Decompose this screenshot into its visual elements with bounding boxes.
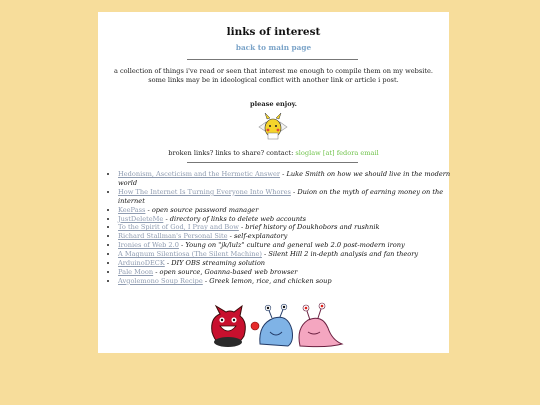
winged-pikachu-icon: [256, 113, 290, 141]
link-stallman[interactable]: Richard Stallman's Personal Site: [118, 232, 228, 241]
link-description: DIY OBS streaming solution: [171, 259, 266, 268]
red-ball-icon: [251, 322, 259, 330]
link-item: • KeePass - open source password manager: [118, 206, 454, 215]
blue-slug-icon: [260, 304, 293, 346]
contact-text: broken links? links to share? contact:: [168, 149, 294, 157]
divider-top: [187, 59, 358, 60]
links-list: [108, 170, 454, 286]
link-item: • How The Internet Is Turning Everyone Into Whores - Duion on the myth of earning money on the internet: [118, 188, 454, 206]
red-bat-icon: [212, 306, 246, 347]
link-magnum-silentiosa[interactable]: A Magnum Silentiosa (The Silent Machine): [118, 250, 262, 259]
link-item: • JustDeleteMe - directory of links to delete web accounts: [118, 215, 454, 224]
link-description: Luke Smith on how we should live in the modern world: [118, 170, 451, 187]
link-description: self-explanatory: [233, 232, 288, 241]
link-internet-whores[interactable]: How The Internet Is Turning Everyone Into Whores: [118, 187, 291, 196]
link-item: • Richard Stallman's Personal Site - self-explanatory: [118, 232, 454, 241]
link-description: Duion on the myth of earning money on the internet: [118, 187, 444, 205]
link-description: Greek lemon, rice, and chicken soup: [209, 276, 332, 285]
link-arduinodeck[interactable]: ArduinoDECK: [118, 259, 165, 268]
divider-bottom: [187, 162, 358, 163]
contact-email: sloglaw [at] fedora email: [295, 149, 379, 157]
link-description: directory of links to delete web accounts: [169, 214, 307, 223]
link-ironies-web2[interactable]: Ironies of Web 2.0: [118, 241, 179, 250]
link-description: open source, Goanna-based web browser: [159, 267, 298, 276]
pink-slug-icon: [299, 303, 342, 347]
link-description: Young on "jk/lulz" culture and general web 2.0 post-modern irony: [185, 241, 405, 250]
link-item: • Avgolemono Soup Recipe - Greek lemon, rice, and chicken soup: [118, 277, 454, 286]
link-item: • To the Spirit of God, I Pray and Bow - brief history of Doukhobors and rushnik: [118, 223, 454, 232]
main-panel: [98, 12, 449, 353]
page-title: links of interest: [226, 26, 321, 38]
link-avgolemono[interactable]: Avgolemono Soup Recipe: [118, 276, 203, 285]
contact-line: [98, 149, 449, 157]
link-item: • ArduinoDECK - DIY OBS streaming solution: [118, 259, 454, 268]
intro-line-1: a collection of things i've read or seen that interest me enough to compile them on my website.: [113, 67, 434, 75]
link-description: open source password manager: [151, 205, 259, 214]
link-description: Silent Hill 2 in-depth analysis and fan theory: [268, 250, 419, 259]
link-hedonism[interactable]: Hedonism, Asceticism and the Hermetic Answer: [118, 170, 281, 178]
link-item: • A Magnum Silentiosa (The Silent Machine) - Silent Hill 2 in-depth analysis and fan theory: [118, 250, 454, 259]
link-pale-moon[interactable]: Pale Moon: [118, 267, 154, 276]
link-item: • Hedonism, Asceticism and the Hermetic Answer - Luke Smith on how we should live in the modern world: [118, 170, 454, 188]
link-justdeleteme[interactable]: JustDeleteMe: [118, 214, 164, 223]
enjoy-text: please enjoy.: [250, 100, 297, 108]
link-item: • Pale Moon - open source, Goanna-based web browser: [118, 268, 454, 277]
link-keepass[interactable]: KeePass: [118, 205, 146, 214]
intro-text: [108, 67, 439, 85]
intro-line-2: some links may be in ideological conflict with another link or article i post.: [148, 76, 399, 84]
link-description: brief history of Doukhobors and rushnik: [245, 223, 380, 232]
link-spirit-of-god[interactable]: To the Spirit of God, I Pray and Bow: [118, 223, 239, 232]
creatures-illustration: [208, 302, 348, 350]
link-item: • Ironies of Web 2.0 - Young on "jk/lulz" culture and general web 2.0 post-modern irony: [118, 241, 454, 250]
back-to-main-link[interactable]: back to main page: [235, 43, 312, 52]
